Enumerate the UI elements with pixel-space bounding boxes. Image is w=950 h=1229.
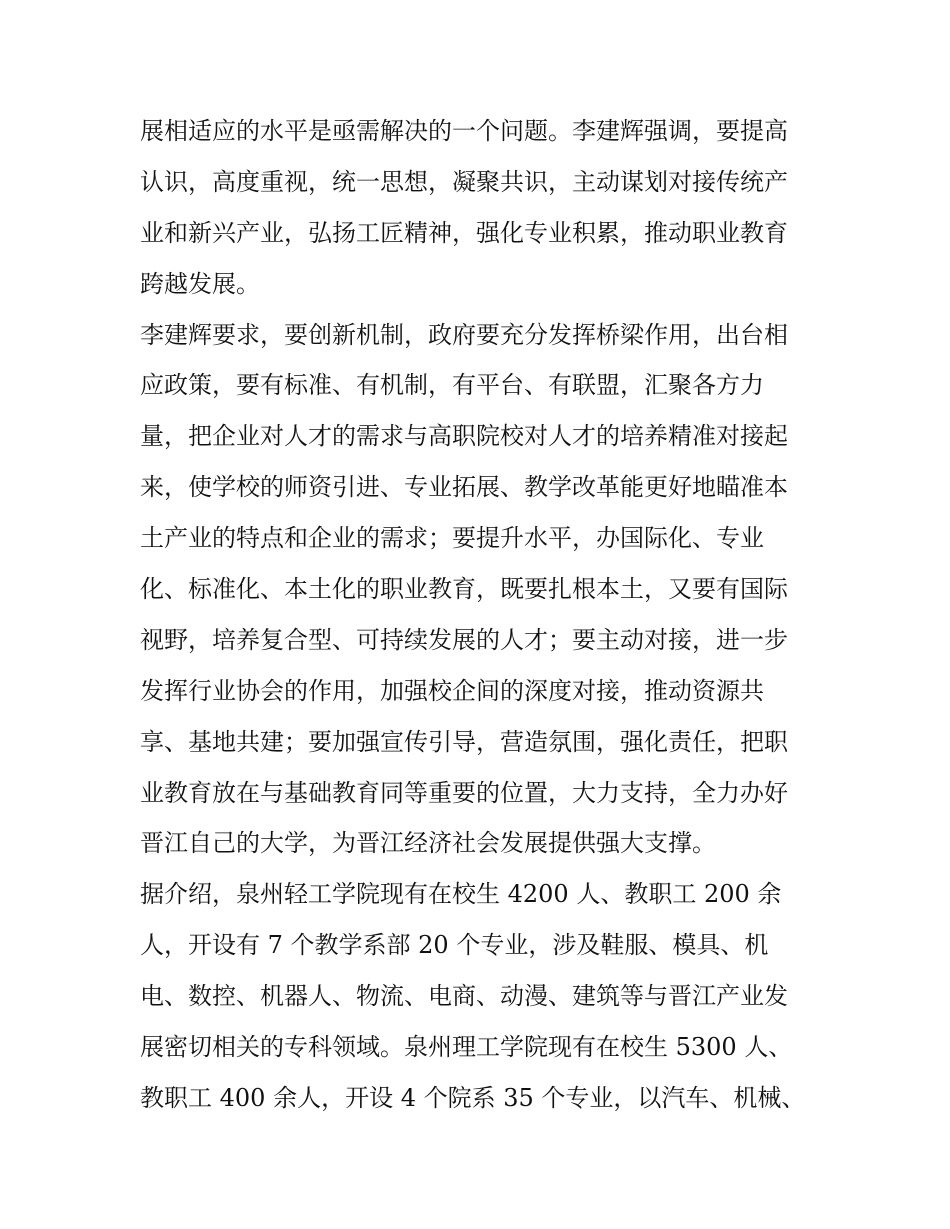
text-line-11: 视野，培养复合型、可持续发展的人才；要主动对接，进一步	[140, 625, 788, 654]
text-line-6: 应政策，要有标准、有机制，有平台、有联盟，汇聚各方力	[140, 371, 764, 400]
text-line-3: 业和新兴产业，弘扬工匠精神，强化专业积累，推动职业教育	[140, 218, 788, 247]
text-line-5: 李建辉要求，要创新机制，政府要充分发挥桥梁作用，出台相	[140, 320, 788, 349]
text-line-1: 展相适应的水平是亟需解决的一个问题。李建辉强调，要提高	[140, 117, 788, 145]
text-line-10: 化、标准化、本土化的职业教育，既要扎根本土，又要有国际	[140, 575, 788, 604]
text-line-19: 展密切相关的专科领域。泉州理工学院现有在校生 5300 人、	[140, 1033, 793, 1062]
text-line-8: 来，使学校的师资引进、专业拓展、教学改革能更好地瞄准本	[140, 473, 788, 502]
article-body	[140, 106, 830, 1124]
text-line-18: 电、数控、机器人、物流、电商、动漫、建筑等与晋江产业发	[140, 982, 788, 1011]
text-line-4: 跨越发展。	[140, 269, 260, 298]
text-line-15: 晋江自己的大学，为晋江经济社会发展提供强大支撑。	[140, 829, 716, 858]
text-line-16: 据介绍，泉州轻工学院现有在校生 4200 人、教职工 200 余	[140, 880, 782, 909]
text-line-20: 教职工 400 余人，开设 4 个院系 35 个专业，以汽车、机械、	[140, 1083, 806, 1112]
text-line-13: 享、基地共建；要加强宣传引导，营造氛围，强化责任，把职	[140, 727, 788, 756]
text-line-14: 业教育放在与基础教育同等重要的位置，大力支持，全力办好	[140, 778, 788, 807]
text-line-9: 土产业的特点和企业的需求；要提升水平，办国际化、专业	[140, 524, 764, 553]
text-line-12: 发挥行业协会的作用，加强校企间的深度对接，推动资源共	[140, 676, 764, 705]
text-line-2: 认识，高度重视，统一思想，凝聚共识，主动谋划对接传统产	[140, 167, 788, 196]
text-line-17: 人，开设有 7 个教学系部 20 个专业，涉及鞋服、模具、机	[140, 931, 769, 960]
text-line-7: 量，把企业对人才的需求与高职院校对人才的培养精准对接起	[140, 422, 788, 451]
